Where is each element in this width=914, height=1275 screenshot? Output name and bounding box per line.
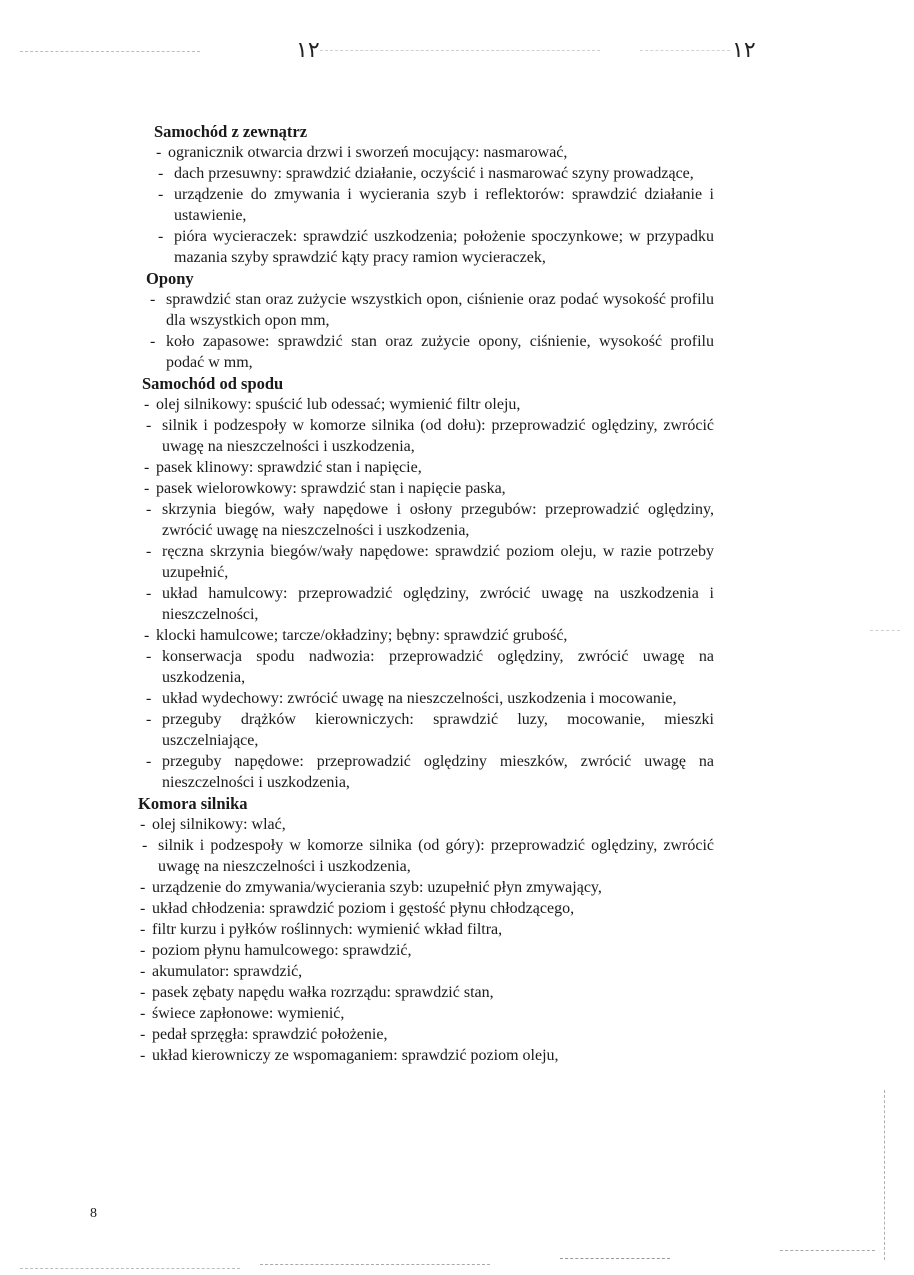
scan-artifact-line — [560, 1258, 670, 1259]
scan-artifact-line — [640, 50, 730, 51]
scan-artifact-line — [20, 1268, 240, 1269]
section-heading: Opony — [146, 269, 194, 288]
list-item: - ogranicznik otwarcia drzwi i sworzeń mocujący: nasmarować, — [156, 144, 568, 161]
list-item: - silnik i podzespoły w komorze silnika (od dołu): przeprowadzić oględziny, zwrócić uwagę na nieszczelności i uszkodzenia, — [146, 417, 714, 455]
section-engine-bay — [134, 793, 714, 1066]
list-item: - przeguby napędowe: przeprowadzić oględziny mieszków, zwrócić uwagę na nieszczelności i uszkodzenia, — [146, 753, 714, 791]
checklist-content — [134, 121, 714, 1066]
list-item: - koło zapasowe: sprawdzić stan oraz zużycie opony, ciśnienie, wysokość profilu podać w mm, — [150, 333, 714, 371]
list-item: - ręczna skrzynia biegów/wały napędowe: sprawdzić poziom oleju, w razie potrzeby uzupełnić, — [146, 543, 714, 581]
list-item: - pióra wycieraczek: sprawdzić uszkodzenia; położenie spoczynkowe; w przypadku mazania szyby sprawdzić kąty pracy ramion wycieraczek, — [158, 228, 714, 266]
scan-artifact-line — [260, 1264, 490, 1265]
list-item: - dach przesuwny: sprawdzić działanie, oczyścić i nasmarować szyny prowadzące, — [158, 165, 694, 182]
list-item: - sprawdzić stan oraz zużycie wszystkich opon, ciśnienie oraz podać wysokość profilu dla wszystkich opon mm, — [150, 291, 714, 329]
list-item: - pedał sprzęgła: sprawdzić położenie, — [140, 1026, 388, 1043]
section-underbody — [134, 373, 714, 793]
header-mark-left: ۱۲ — [296, 38, 320, 63]
scan-artifact-line — [870, 630, 900, 631]
scan-artifact-line — [20, 51, 200, 52]
section-heading: Samochód od spodu — [142, 374, 284, 393]
list-item: - poziom płynu hamulcowego: sprawdzić, — [140, 942, 412, 959]
list-item: - silnik i podzespoły w komorze silnika (od góry): przeprowadzić oględziny, zwrócić uwagę na nieszczelności i uszkodzenia, — [142, 837, 714, 875]
list-item: - pasek klinowy: sprawdzić stan i napięcie, — [144, 459, 422, 476]
list-item: - układ hamulcowy: przeprowadzić oględziny, zwrócić uwagę na uszkodzenia i nieszczelności, — [146, 585, 714, 623]
section-tyres — [134, 268, 714, 373]
list-item: - klocki hamulcowe; tarcze/okładziny; bębny: sprawdzić grubość, — [144, 627, 568, 644]
section-heading: Samochód z zewnątrz — [154, 122, 308, 141]
list-item: - urządzenie do zmywania i wycierania szyb i reflektorów: sprawdzić działanie i ustawienie, — [158, 186, 714, 224]
list-item: - olej silnikowy: spuścić lub odessać; wymienić filtr oleju, — [144, 396, 521, 413]
scan-artifact-line — [780, 1250, 875, 1251]
list-item: - skrzynia biegów, wały napędowe i osłony przegubów: przeprowadzić oględziny, zwrócić uwagę na nieszczelności i uszkodzenia, — [146, 501, 714, 539]
list-item: - świece zapłonowe: wymienić, — [140, 1005, 345, 1022]
list-item: - układ kierowniczy ze wspomaganiem: sprawdzić poziom oleju, — [140, 1047, 559, 1064]
list-item: - olej silnikowy: wlać, — [140, 816, 286, 833]
section-exterior — [134, 121, 714, 268]
list-item: - konserwacja spodu nadwozia: przeprowadzić oględziny, zwrócić uwagę na uszkodzenia, — [146, 648, 714, 686]
header-mark-right: ۱۲ — [732, 38, 756, 63]
list-item: - pasek wielorowkowy: sprawdzić stan i napięcie paska, — [144, 480, 506, 497]
scan-artifact-line — [320, 50, 600, 51]
section-heading: Komora silnika — [138, 794, 248, 813]
list-item: - urządzenie do zmywania/wycierania szyb: uzupełnić płyn zmywający, — [140, 879, 602, 896]
list-item: - akumulator: sprawdzić, — [140, 963, 303, 980]
page-number: 8 — [90, 1206, 97, 1221]
list-item: - układ wydechowy: zwrócić uwagę na nieszczelności, uszkodzenia i mocowanie, — [146, 690, 677, 707]
list-item: - filtr kurzu i pyłków roślinnych: wymienić wkład filtra, — [140, 921, 503, 938]
list-item: - pasek zębaty napędu wałka rozrządu: sprawdzić stan, — [140, 984, 494, 1001]
list-item: - układ chłodzenia: sprawdzić poziom i gęstość płynu chłodzącego, — [140, 900, 575, 917]
scan-artifact-edge — [884, 1090, 885, 1260]
list-item: - przeguby drążków kierowniczych: sprawdzić luzy, mocowanie, mieszki uszczelniające, — [146, 711, 714, 749]
